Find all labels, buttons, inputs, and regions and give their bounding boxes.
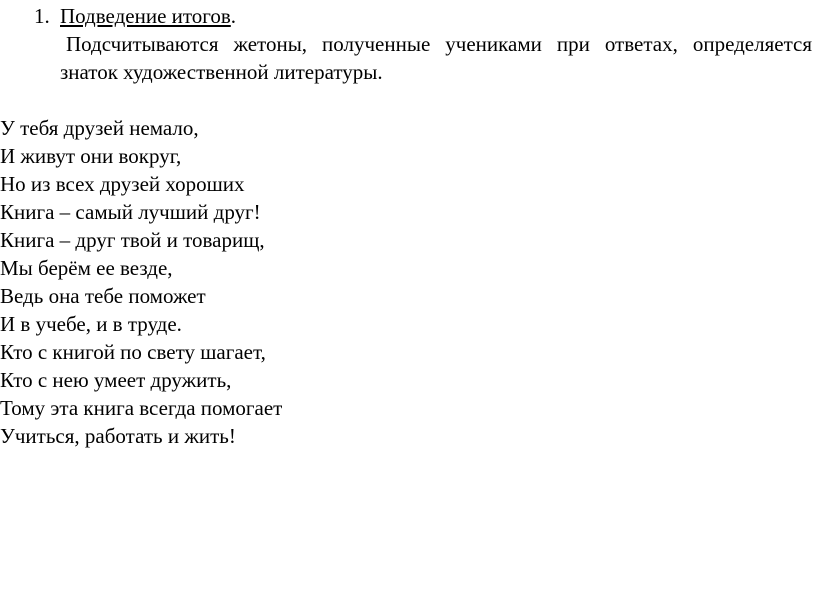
poem-line: У тебя друзей немало,: [0, 116, 199, 140]
poem-line: Учиться, работать и жить!: [0, 424, 236, 448]
heading-punctuation: .: [230, 4, 237, 28]
summary-paragraph: Подсчитываются жетоны, полученные учениками при ответах, определяется знаток художественной литературы.: [60, 32, 812, 84]
poem-line: Тому эта книга всегда помогает: [0, 396, 283, 420]
poem-line: И живут они вокруг,: [0, 144, 182, 168]
numbered-list-item: [34, 2, 814, 30]
poem-line: И в учебе, и в труде.: [0, 312, 182, 336]
list-number: 1.: [34, 4, 50, 28]
poem-line: Кто с нею умеет дружить,: [0, 368, 232, 392]
poem-line: Но из всех друзей хороших: [0, 172, 245, 196]
poem-line: Мы берём ее везде,: [0, 256, 173, 280]
section-heading: Подведение итогов: [60, 4, 231, 28]
poem-line: Книга – самый лучший друг!: [0, 200, 261, 224]
poem: [0, 114, 816, 450]
poem-line: Кто с книгой по свету шагает,: [0, 340, 266, 364]
poem-line: Книга – друг твой и товарищ,: [0, 228, 265, 252]
poem-line: Ведь она тебе поможет: [0, 284, 206, 308]
